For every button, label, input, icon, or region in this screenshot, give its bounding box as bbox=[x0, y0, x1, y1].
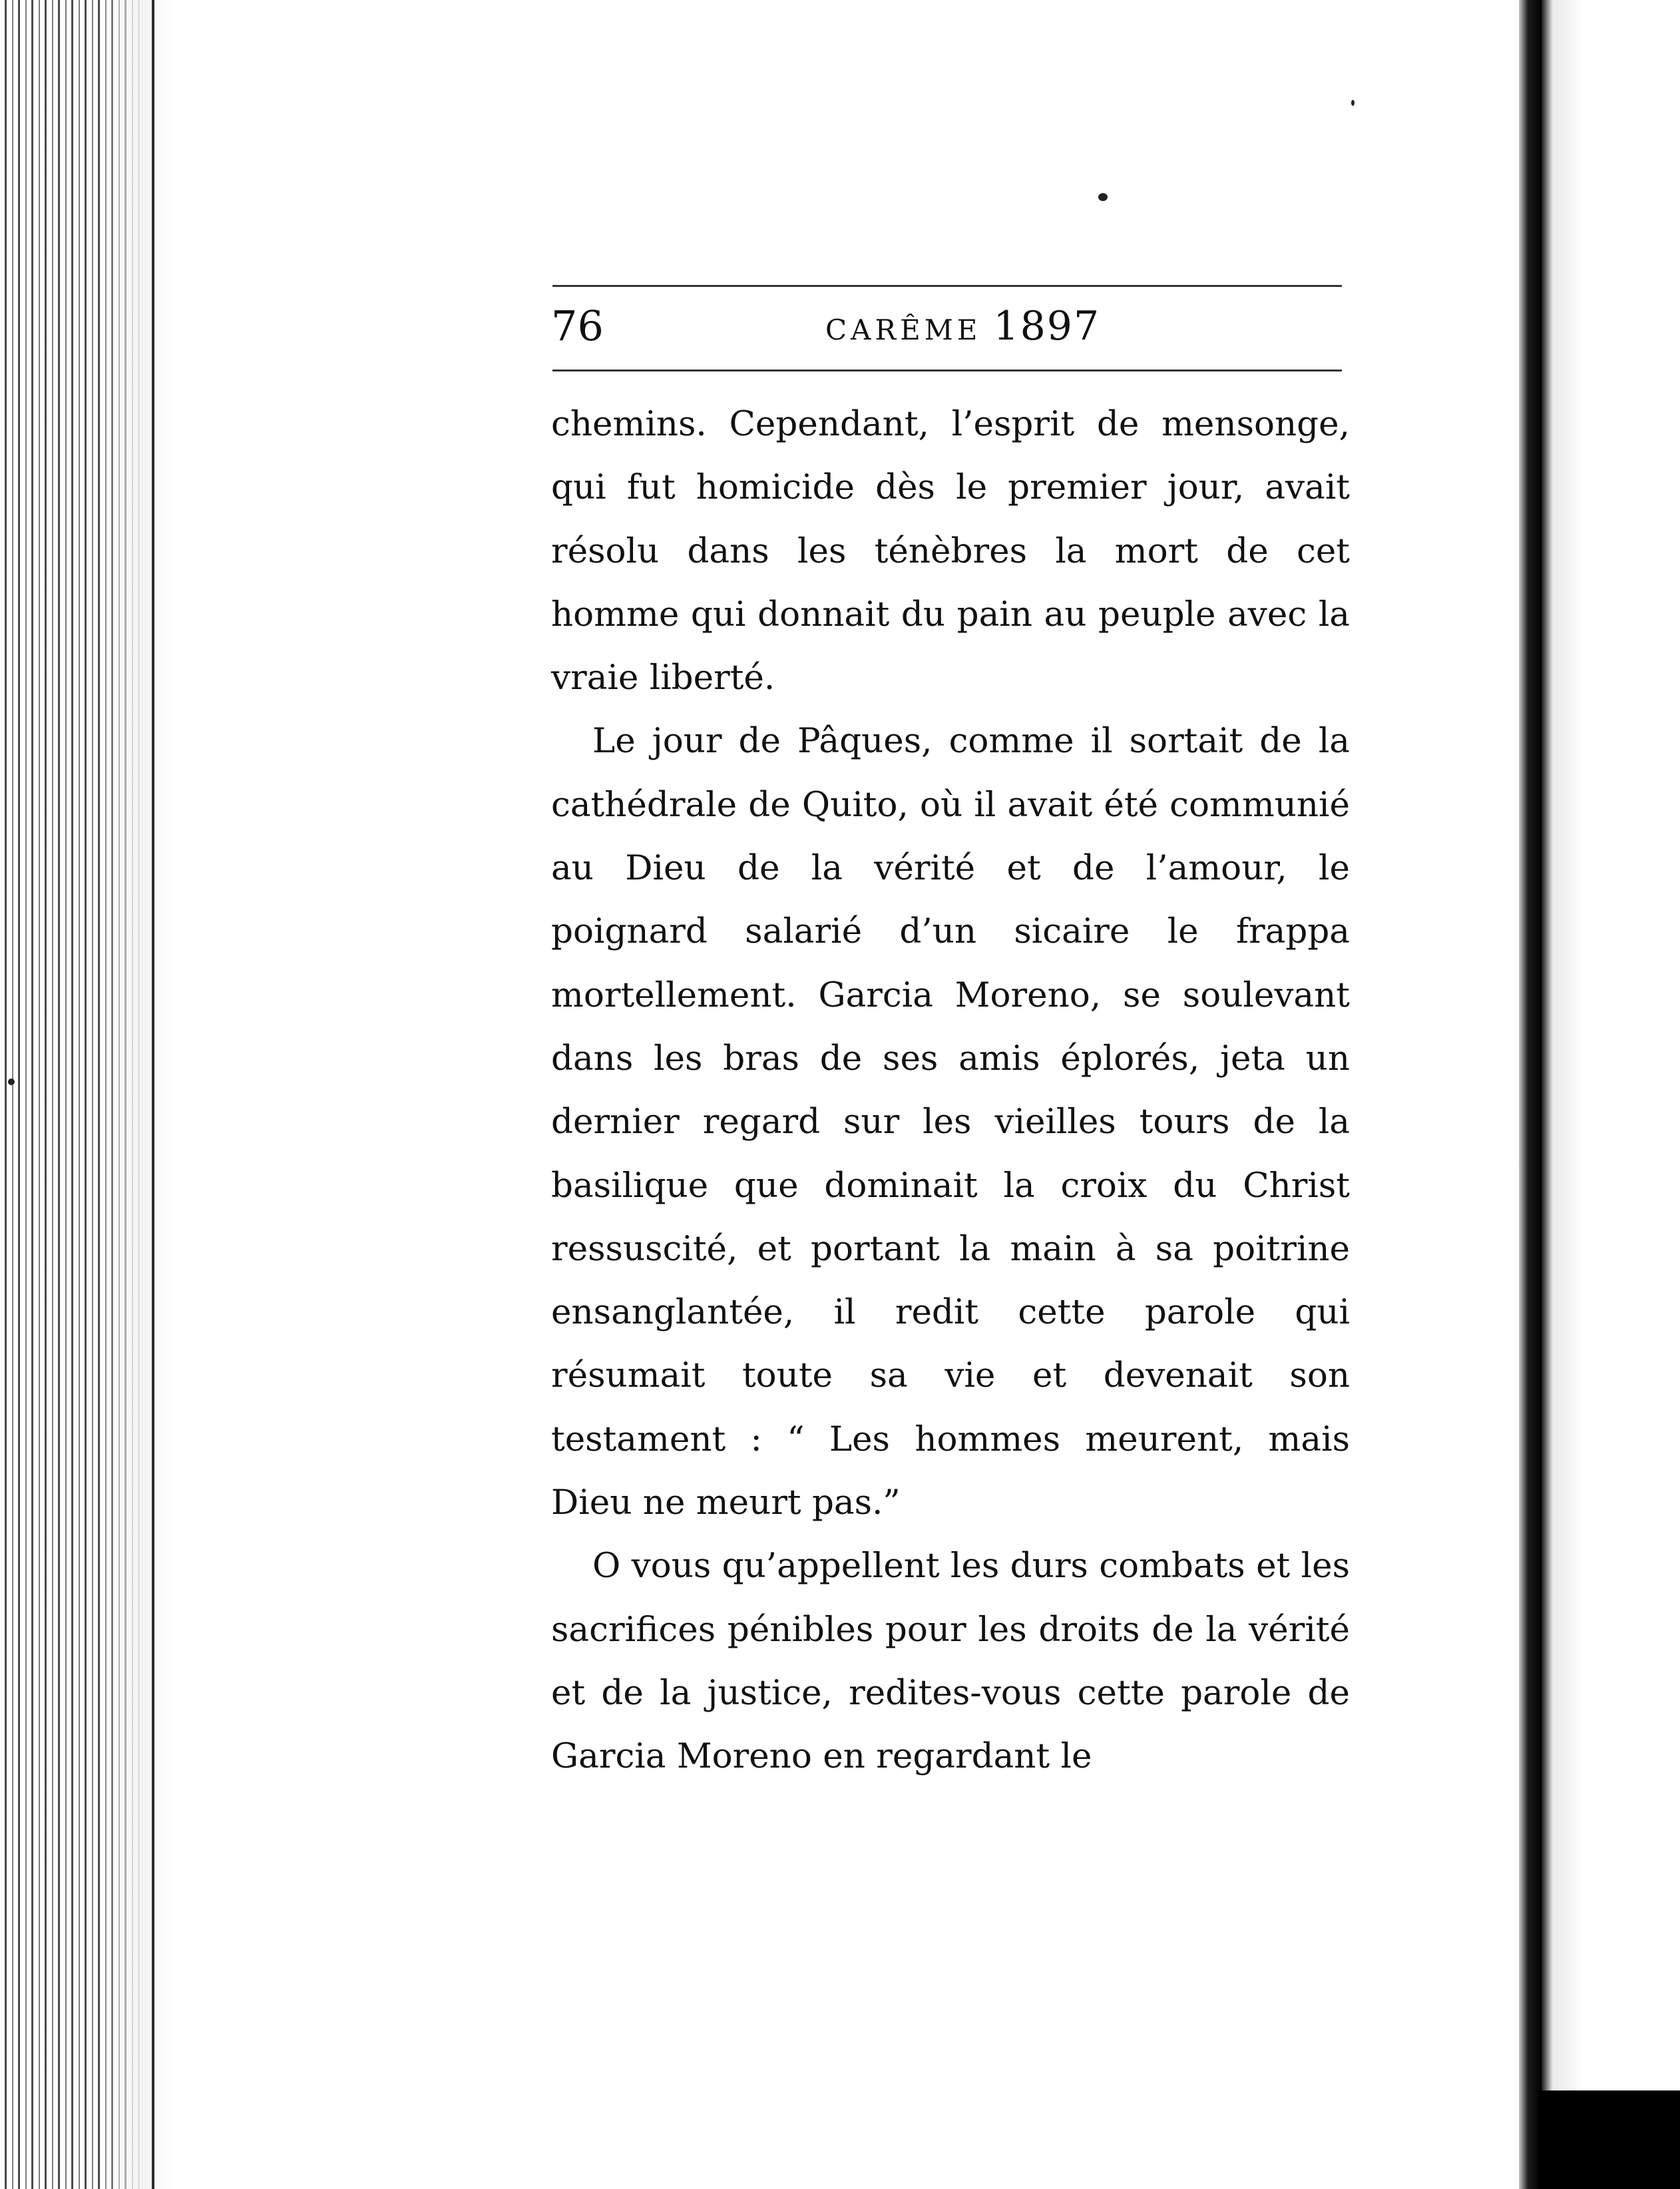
scan-background-corner bbox=[1538, 2090, 1680, 2189]
page-edge-line bbox=[152, 0, 154, 2189]
page-body-text bbox=[551, 393, 1350, 1789]
paragraph: O vous qu’appellent les durs combats et les sacrifices pénibles pour les droits de la vérité et de la justice, redites-vous cette parole de Garcia Moreno en regardant le bbox=[551, 1546, 1351, 1777]
running-head bbox=[551, 303, 1343, 350]
paragraph: Le jour de Pâques, comme il sortait de la cathédrale de Quito, où il avait été communié au Dieu de la vérité et de l’amour, le poignard salarié d’un sicaire le frappa mortellement. Garcia Moreno, se soulevant dans les bras de ses amis éplorés, jeta un dernier regard sur les vieilles tours de la basilique que dominait la croix du Christ ressuscité, et portant la main à sa poitrine ensanglantée, il redit cette parole qui résumait toute sa vie et devenait son testament : “ Les hommes meurent, mais Dieu ne meurt pas.” bbox=[551, 721, 1350, 1523]
ink-speck bbox=[1098, 193, 1108, 201]
page-number: 76 bbox=[551, 302, 604, 350]
running-title-text: carême bbox=[825, 303, 982, 350]
ink-speck bbox=[8, 1079, 15, 1085]
header-rule-top bbox=[552, 285, 1342, 287]
paragraph: chemins. Cependant, l’esprit de mensonge, qui fut homicide dès le premier jour, avait résolu dans les ténèbres la mort de cet homme qui donnait du pain au peuple avec la vraie liberté. bbox=[551, 404, 1350, 698]
facing-page-sliver bbox=[1542, 0, 1680, 2189]
running-title bbox=[825, 303, 1100, 350]
running-title-year: 1897 bbox=[993, 303, 1101, 350]
page-edges-shading bbox=[100, 0, 173, 2189]
header-rule-bottom bbox=[552, 369, 1342, 371]
binding-gutter-shadow bbox=[1519, 0, 1542, 2189]
ink-speck bbox=[1351, 100, 1355, 106]
